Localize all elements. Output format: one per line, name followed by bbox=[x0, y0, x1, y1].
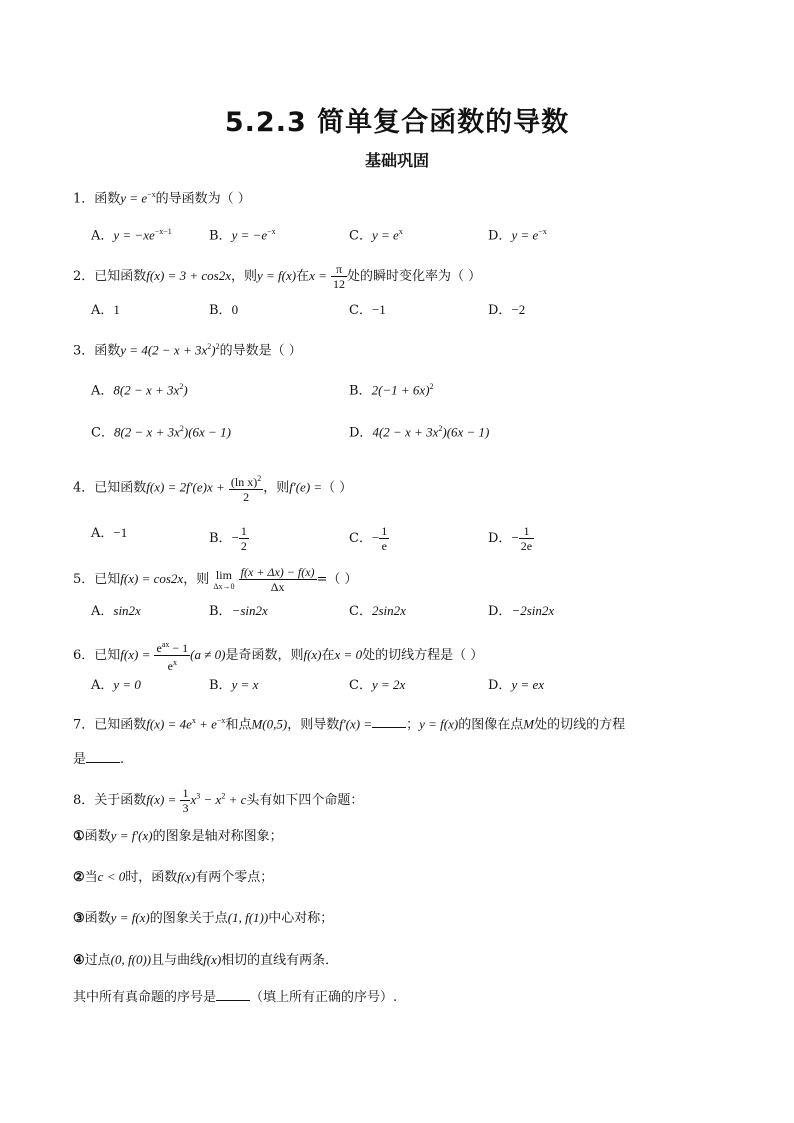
question-5-option-d: D．−2sin2x bbox=[488, 603, 555, 619]
question-5-option-a: A．sin2x bbox=[91, 603, 141, 619]
question-2-stem: 2．已知函数f(x) = 3 + cos2x，则y = f(x)在x = $\frac{\pi}{12}$ 处的瞬时变化率为（ ） bbox=[73, 262, 482, 291]
question-3-option-c: C．$8(2 - x + 3x^2)(6x - 1)$ bbox=[91, 424, 231, 441]
question-6-option-c: C．y = 2x bbox=[349, 677, 406, 693]
question-1-option-c: C．$y = e^x$ bbox=[349, 227, 403, 244]
question-8-conclusion: 其中所有真命题的序号是 （填上所有正确的序号）. bbox=[73, 990, 398, 1005]
question-6-option-a: A．y = 0 bbox=[91, 677, 141, 693]
question-5-stem: 5．已知f(x) = cos2x，则 lim Δx→0 $\frac{f(x + \Delta x) - f(x)}{\Delta x}$ =（ ） bbox=[73, 565, 358, 594]
question-5-limit: lim Δx→0 bbox=[213, 568, 235, 591]
question-6-fraction: $\frac{e^{ax} - 1}{e^x}$ bbox=[156, 640, 189, 673]
question-7-blank-2[interactable] bbox=[86, 750, 120, 763]
question-6-option-b: B．y = x bbox=[209, 677, 259, 693]
question-4-option-c: C．− $\frac{1}{e}$ bbox=[349, 524, 388, 553]
question-8-blank[interactable] bbox=[216, 988, 250, 1001]
question-8-fraction: $\frac{1}{3}$ bbox=[182, 786, 189, 815]
question-2-fraction: $\frac{\pi}{12}$ bbox=[333, 262, 346, 291]
section-heading: 基础巩固 bbox=[364, 151, 429, 170]
page-title: 5.2.3 简单复合函数的导数 bbox=[224, 107, 570, 138]
question-5-option-b: B．−sin2x bbox=[209, 603, 268, 619]
question-8-proposition-4: ④过点(0, f(0))且与曲线f(x)相切的直线有两条． bbox=[73, 952, 339, 968]
question-5-fraction: $\frac{f(x + \Delta x) - f(x)}{\Delta x}$ bbox=[240, 565, 315, 594]
question-4-option-b: B．− $\frac{1}{2}$ bbox=[209, 524, 247, 553]
question-4-stem: 4．已知函数f(x) = 2f′(e)x + $\frac{(\ln x)^2}{2}$ ，则f′(e) =（ ） bbox=[73, 474, 353, 504]
question-1-stem: 1．函数$y = e^{-x}$的导函数为（ ） bbox=[73, 190, 251, 207]
question-3-option-b: B．$2(-1 + 6x)^2$ bbox=[349, 382, 434, 399]
question-4-option-a: A．−1 bbox=[91, 525, 128, 541]
question-3-stem: 3．函数$y = 4(2 - x + 3x^2)^2$的导数是（ ） bbox=[73, 342, 302, 359]
question-3-option-a: A．$8(2 - x + 3x^2)$ bbox=[91, 382, 188, 399]
question-5-option-c: C．2sin2x bbox=[349, 603, 406, 619]
question-2-option-c: C．−1 bbox=[349, 302, 386, 318]
question-8-proposition-1: ①函数y = f′(x)的图象是轴对称图象； bbox=[73, 828, 283, 844]
question-7-stem: 7．已知函数$f(x) = 4e^x + e^{-x}$和点M(0,5)，则导数f′(x) = ；y = f(x)的图像在点M处的切线的方程 bbox=[73, 716, 626, 733]
question-7-stem-line-2: 是 . bbox=[73, 752, 125, 767]
question-1-option-a: A．$y = -xe^{-x-1}$ bbox=[91, 227, 172, 244]
question-4-fraction: $\frac{(\ln x)^2}{2}$ bbox=[230, 474, 262, 504]
question-4-option-d: D．− $\frac{1}{2e}$ bbox=[488, 524, 533, 553]
question-1-option-b: B．$y = -e^{-x}$ bbox=[209, 227, 276, 244]
question-1-option-d: D．$y = e^{-x}$ bbox=[488, 227, 547, 244]
question-2-option-a: A．1 bbox=[91, 302, 120, 318]
question-3-option-d: D．$4(2 - x + 3x^2)(6x - 1)$ bbox=[349, 424, 490, 441]
question-8-stem: 8．关于函数f(x) = $\frac{1}{3}$ $x^3 - x^2 + c$头有如下四个命题： bbox=[73, 786, 364, 815]
question-2-option-d: D．−2 bbox=[488, 302, 526, 318]
question-6-stem: 6．已知f(x) = $\frac{e^{ax} - 1}{e^x}$ (a ≠ 0)是奇函数，则f(x)在x = 0处的切线方程是（ ） bbox=[73, 640, 484, 673]
question-8-proposition-2: ②当c < 0时，函数f(x)有两个零点； bbox=[73, 869, 274, 885]
question-7-blank-1[interactable] bbox=[372, 715, 406, 728]
question-2-option-b: B．0 bbox=[209, 302, 239, 318]
question-6-option-d: D．y = ex bbox=[488, 677, 545, 693]
question-8-proposition-3: ③函数y = f(x)的图象关于点(1, f(1))中心对称； bbox=[73, 910, 334, 926]
